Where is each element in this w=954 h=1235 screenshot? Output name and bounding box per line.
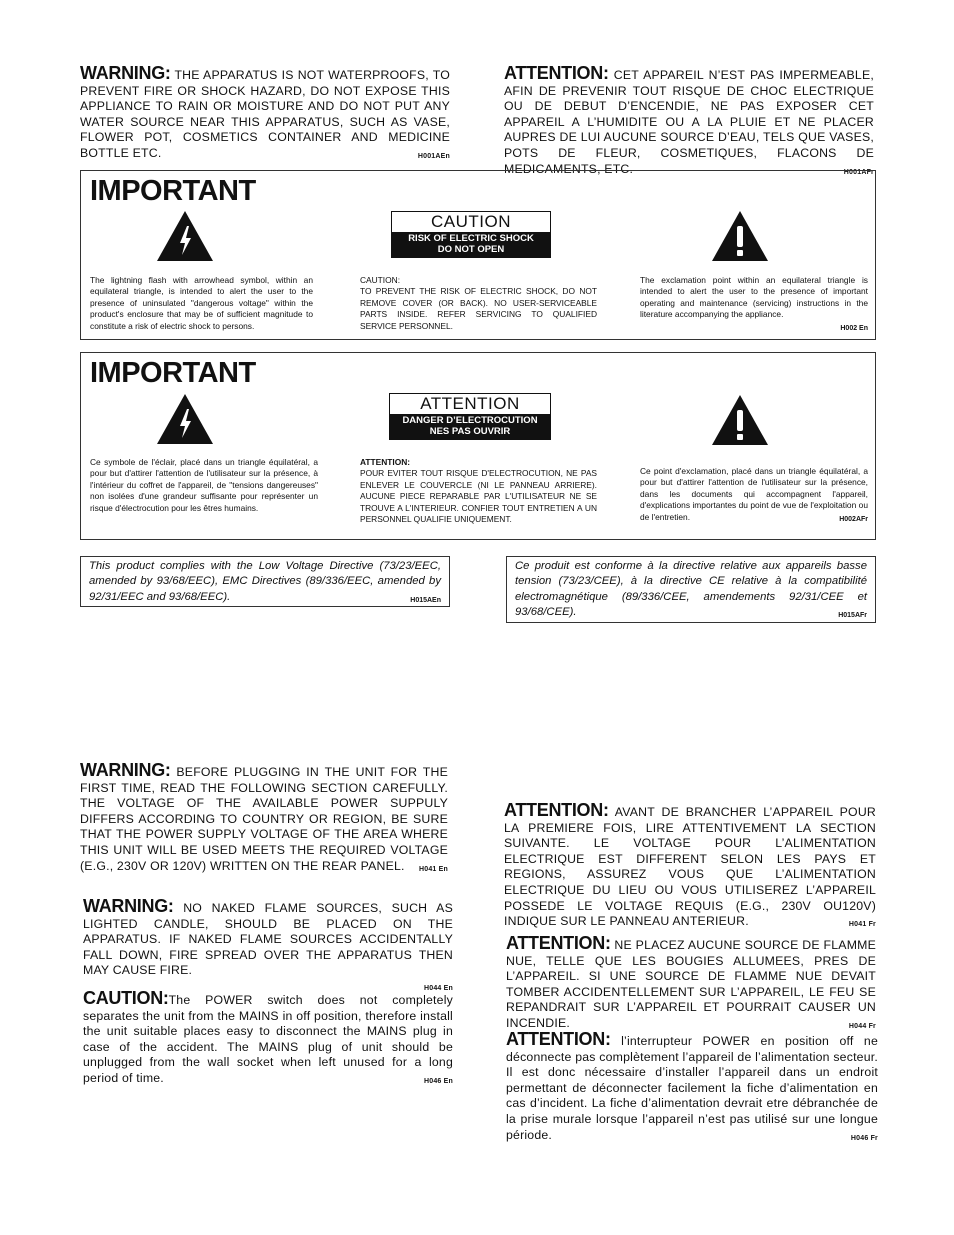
lightning-explanation: Ce symbole de l'éclair, placé dans un triangle équilatéral, a pour but d'attirer l'attention de l'utilisateur sur la présence, à l'intérieur du coffret de l'appareil, de "tensions dangereuses" non isolées d'une grandeur suffisante pour représenter un risque d'électrocution pour les êtres humains. — [90, 457, 318, 513]
attention-power-fr — [506, 1029, 878, 1146]
doc-code: H041 Fr — [848, 921, 876, 929]
warning-voltage-en — [80, 760, 448, 877]
sign-heading: ATTENTION — [420, 394, 520, 413]
attention-lead: ATTENTION: — [506, 1029, 611, 1049]
attention-lead: ATTENTION: — [504, 800, 609, 820]
sign-line-1: RISK OF ELECTRIC SHOCK — [408, 233, 534, 244]
warning-text: NO NAKED FLAME SOURCES, SUCH AS LIGHTED CANDLE, SHOULD BE PLACED ON THE APPARATUS. IF NAKED FLAME SOURCES ACCIDENTALLY FALL DOWN, FIRE SPREAD OVER THE APPARATUS THEN MAY CAUSE FIRE. — [83, 901, 453, 978]
exclamation-text: Ce point d'exclamation, placé dans un triangle équilatéral, a pour but d'attirer l'attention de l'utilisateur sur la présence, dans les documents qui accompagnent l'appareil, d'explications importantes du point de vue de l'exploitation ou de l'entretien. — [640, 466, 868, 522]
doc-code: H001AFr — [843, 168, 874, 176]
attention-flame-fr — [506, 933, 876, 1035]
doc-code: H002 En — [840, 324, 868, 332]
doc-code: H015AEn — [410, 596, 441, 604]
lightning-explanation: The lightning flash with arrowhead symbol, within an equilateral triangle, is intended to alert the user to the presence of uninsulated "dangerous voltage" within the product's enclosure that may be of sufficient magnitude to constitute a risk of electric shock to persons. — [90, 275, 313, 331]
lightning-triangle-icon — [156, 210, 214, 262]
doc-code: H044 Fr — [848, 1022, 876, 1030]
sign-line-2: DO NOT OPEN — [437, 244, 505, 255]
warning-waterproof-en — [80, 63, 450, 165]
caution-text: TO PREVENT THE RISK OF ELECTRIC SHOCK, DO NOT REMOVE COVER (OR BACK). NO USER-SERVICEABLE PARTS INSIDE. REFER SERVICING TO QUALIFIED SERVICE PERSONNEL. — [360, 286, 597, 331]
attention-text: AVANT DE BRANCHER L’APPAREIL POUR LA PREMIERE FOIS, LIRE ATTENTIVEMENT LA SECTION SUIVANTE. LE VOLTAGE POUR L’ALIMENTATION ELECTRIQUE EST DIFFERENT SELON LES PAYS ET REGIONS, ASSUREZ VOUS QUE L’ALIMENTATION ELECTRIQUE DU LIEU OU VOUS UTILISEREZ L’APPAREIL POSSEDE LE VOLTAGE REQUIS (E.G., 230V OU120V) INDIQUE SUR LE PANNEAU ANTERIEUR. — [504, 805, 876, 929]
sign-subtext — [392, 232, 550, 257]
sign-line-1: DANGER D’ELECTROCUTION — [402, 415, 538, 426]
caution-lead: CAUTION: — [83, 988, 169, 1008]
lightning-triangle-icon — [156, 393, 214, 445]
important-title: IMPORTANT — [90, 175, 256, 207]
doc-code: H046 Fr — [850, 1134, 878, 1142]
doc-code: H046 En — [423, 1077, 453, 1085]
attention-lead: ATTENTION: — [506, 933, 611, 953]
warning-lead: WARNING: — [80, 760, 171, 780]
compliance-text: This product complies with the Low Voltage Directive (73/23/EEC, amended by 93/68/EEC), EMC Directives (89/336/EEC, amended by 92/31/EEC and 93/68/EEC). — [89, 560, 441, 603]
doc-code: H002AFr — [839, 515, 868, 523]
warning-text: THE APPARATUS IS NOT WATERPROOFS, TO PREVENT FIRE OR SHOCK HAZARD, DO NOT EXPOSE THIS APPLIANCE TO RAIN OR MOISTURE AND DO NOT PUT ANY WATER SOURCE NEAR THIS APPARATUS, SUCH AS VASE, FLOWER POT, COSMETICS CONTAINER AND MEDICINE BOTTLE ETC. — [80, 68, 450, 160]
exclamation-explanation — [640, 275, 868, 334]
caution-sign — [391, 211, 551, 258]
attention-text: NE PLACEZ AUCUNE SOURCE DE FLAMME NUE, TELLE QUE LES BOUGIES ALLUMEES, PRES DE L’APPAREIL. SI UNE SOURCE DE FLAMME NUE DEVAIT TOMBER ACCIDENTELLEMENT SUR L’APPAREIL, LE FEU SE REPANDRAIT SUR L’APPAREIL ET POURRAIT CAUSER UN INCENDIE. — [506, 938, 876, 1030]
attention-sign — [389, 393, 551, 440]
exclamation-triangle-icon — [711, 210, 769, 262]
attention-lead: ATTENTION: — [504, 63, 609, 83]
sign-line-2: NES PAS OUVRIR — [429, 426, 511, 437]
exclamation-explanation — [640, 466, 868, 525]
caution-heading: CAUTION: — [360, 275, 401, 285]
exclamation-triangle-icon — [711, 394, 769, 446]
caution-explanation — [360, 275, 597, 332]
important-title: IMPORTANT — [90, 357, 256, 389]
attention-heading: ATTENTION: — [360, 457, 411, 467]
attention-voltage-fr — [504, 800, 876, 933]
doc-code: H041 En — [418, 865, 448, 873]
important-box-en — [80, 170, 876, 340]
attention-explanation — [360, 457, 597, 525]
sign-heading: CAUTION — [431, 212, 511, 231]
attention-text: l’interrupteur POWER en position off ne déconnecte pas complètement l’appareil de l’alimentation secteur. Il est donc nécessaire d’installer l’appareil dans un endroit permettant de déconnecter facilement la fiche d’alimentation en cas d’incident. La fiche d’alimentation devrait etre débranchée de la prise murale lorsque l’appareil n’est pas utilisé sur une longue période. — [506, 1034, 878, 1142]
exclamation-text: The exclamation point within an equilateral triangle is intended to alert the user to the presence of important operating and maintenance (servicing) instructions in the literature accompanying the appliance. — [640, 275, 868, 320]
doc-code: H001AEn — [417, 152, 450, 160]
caution-text: The POWER switch does not completely separates the unit from the MAINS in off position, therefore install the unit suitable places easy to disconnect the MAINS plug in case of the accident. The MAINS plug of unit should be unplugged from the wall socket when left unused for a long period of time. — [83, 993, 453, 1085]
compliance-text: Ce produit est conforme à la directive relative aux appareils basse tension (73/23/CEE), à la directive CE relative à la compatibilité electromagnétique (89/336/CEE, amendements 92/31/CEE et 93/68/CEE). — [515, 560, 867, 619]
attention-waterproof-fr — [504, 63, 874, 180]
warning-flame-en — [83, 896, 453, 997]
sign-subtext — [390, 414, 550, 439]
attention-text: POUR EVITER TOUT RISQUE D'ELECTROCUTION, NE PAS ENLEVER LE COUVERCLE (NI LE PANNEAU ARRIERE). AUCUNE PIECE REPARABLE PAR L'UTILISATEUR NE SE TROUVE A L'INTERIEUR. CONFIER TOUT ENTRETIEN A UN PERSONNEL QUALIFIE UNIQUEMENT. — [360, 468, 597, 525]
doc-code: H044 En — [423, 984, 453, 992]
warning-text: BEFORE PLUGGING IN THE UNIT FOR THE FIRST TIME, READ THE FOLLOWING SECTION CAREFULLY. THE VOLTAGE OF THE AVAILABLE POWER SUPPULY DIFFERS ACCORDING TO COUNTRY OR REGION, BE SURE THAT THE POWER SUPPLY VOLTAGE OF THE AREA WHERE THIS UNIT WILL BE USED MEETS THE REQUIRED VOLTAGE (E.G., 230V OR 120V) WRITTEN ON THE REAR PANEL. — [80, 765, 448, 873]
compliance-en — [80, 556, 450, 607]
compliance-fr — [506, 556, 876, 623]
warning-lead: WARNING: — [80, 63, 171, 83]
doc-code: H015AFr — [838, 612, 867, 620]
attention-text: CET APPAREIL N’EST PAS IMPERMEABLE, AFIN DE PREVENIR TOUT RISQUE DE CHOC ELECTRIQUE OU DE DEBUT D’ENCENDIE, NE PAS EXPOSER CET APPAREIL A L’HUMIDITE OU A LA PLUIE ET NE PLACER AUPRES DE LUI AUCUNE SOURCE D’EAU, TELS QUE VASES, POTS DE FLEUR, COSMETIQUES, FLACONS DE MEDICAMENTS, ETC. — [504, 68, 874, 176]
important-box-fr — [80, 352, 876, 540]
warning-lead: WARNING: — [83, 896, 174, 916]
